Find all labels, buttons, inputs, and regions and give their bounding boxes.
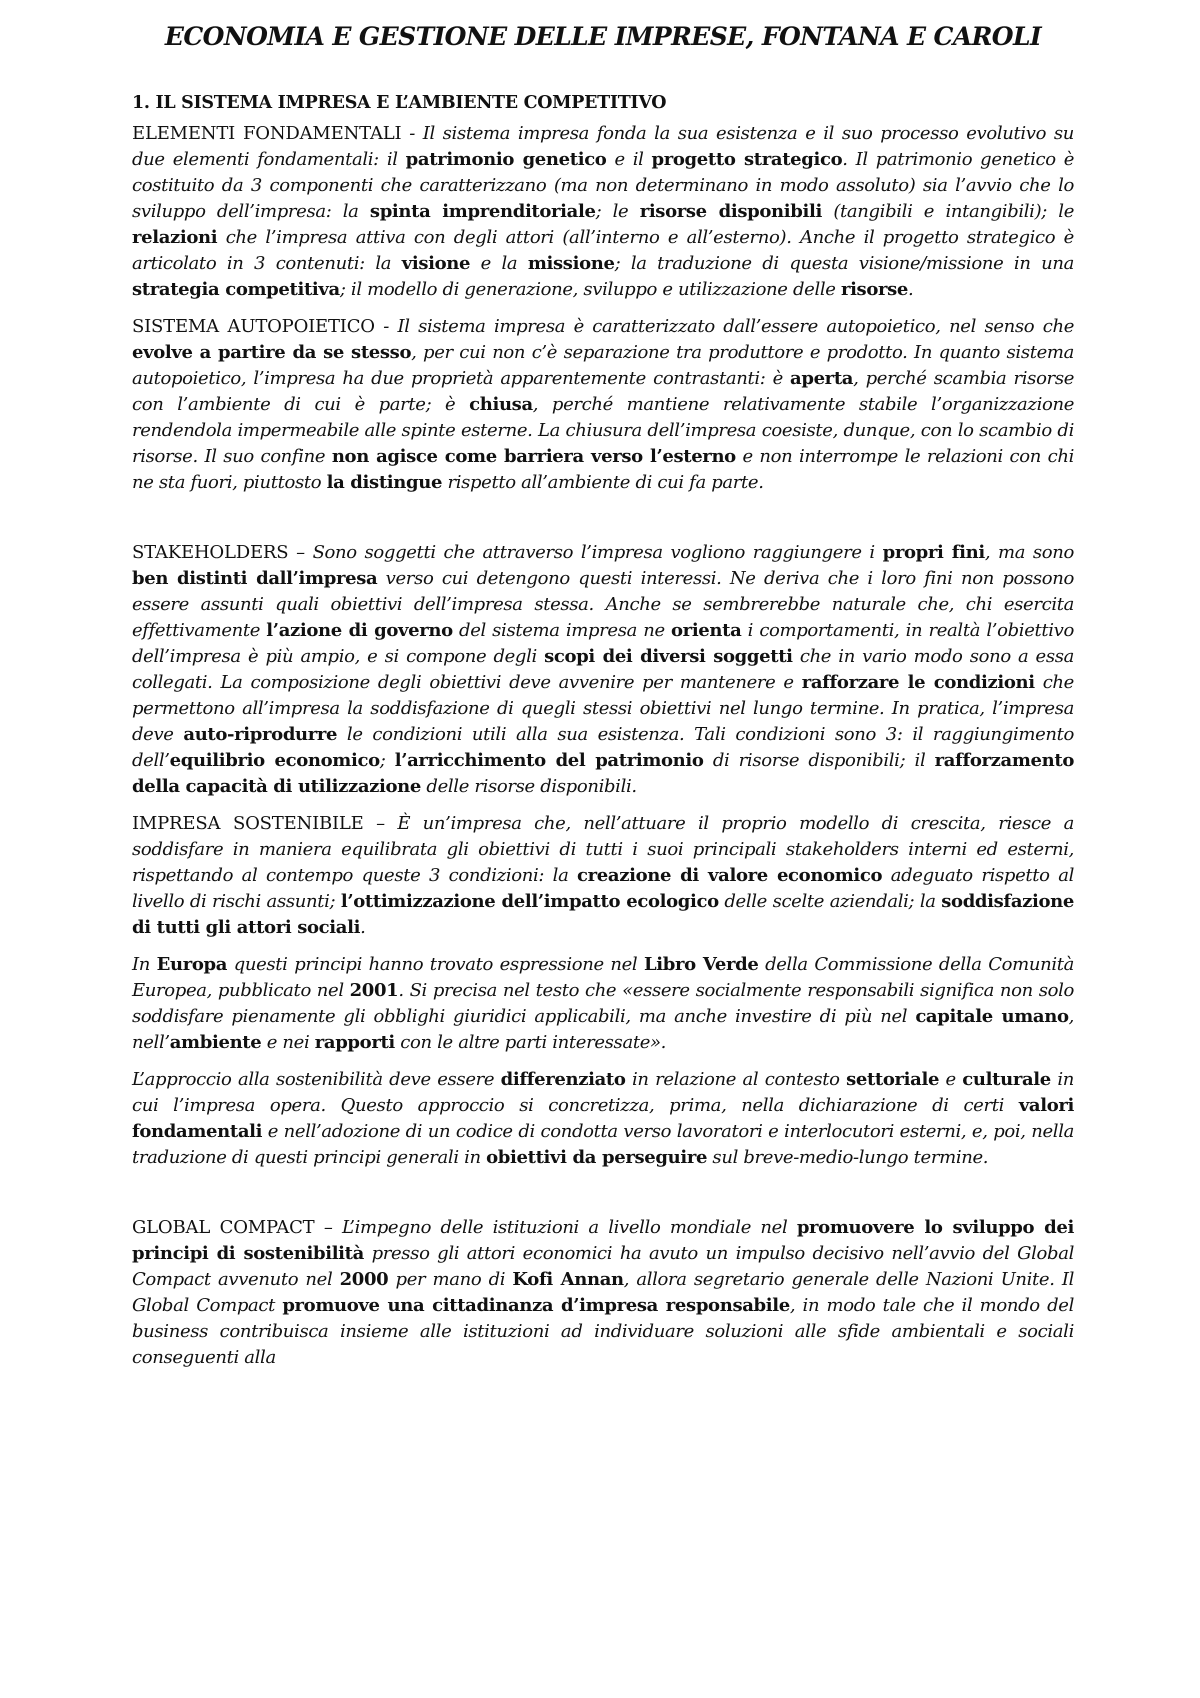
bold-term: rafforzamento della capacità di utilizzazione — [132, 750, 1074, 797]
bold-term: ben distinti dall’impresa — [132, 568, 378, 589]
bold-term: l’ottimizzazione dell’impatto ecologico — [340, 891, 719, 912]
italic-text: L’approccio alla sostenibilità deve essere — [132, 1069, 501, 1090]
paragraph-europa — [132, 952, 1074, 1056]
italic-text: – È un’impresa che, nell’attuare il proprio modello di crescita, riesce a soddisfare in maniera equilibrata gli obiettivi di tutti i suoi principali stakeholders interni ed esterni, rispettando al contempo queste 3 condizioni: la — [132, 813, 1074, 886]
italic-text: ; — [379, 750, 395, 771]
paragraph-label: IMPRESA SOSTENIBILE — [132, 813, 364, 834]
italic-text: delle risorse disponibili. — [421, 776, 637, 797]
italic-text: e la — [470, 253, 528, 274]
italic-text: e nei — [261, 1032, 315, 1053]
italic-text: ; la traduzione di questa visione/missione in una — [614, 253, 1074, 274]
italic-text: - Il sistema impresa fonda la sua esistenza e il suo processo evolutivo su due elementi fondamentali: il — [132, 123, 1074, 170]
section-heading: 1. IL SISTEMA IMPRESA E L’AMBIENTE COMPETITIVO — [132, 93, 667, 113]
italic-text: , ma sono — [984, 542, 1074, 563]
bold-term: promuove una cittadinanza d’impresa responsabile — [282, 1295, 790, 1316]
bold-term: risorse — [840, 279, 909, 300]
italic-text: i comportamenti, in realtà l’obiettivo dell’impresa è più ampio, e si compone degli — [132, 620, 1074, 667]
italic-text: , in modo tale che il mondo del business contribuisca insieme alle istituzioni ad individuare soluzioni alle sfide ambientali e sociali conseguenti alla — [132, 1295, 1074, 1368]
italic-text: sul breve-medio-lungo termine. — [707, 1147, 989, 1168]
bold-term: l’azione di governo — [266, 620, 453, 641]
bold-term: progetto strategico — [651, 149, 843, 170]
bold-term: l’arricchimento del patrimonio — [394, 750, 704, 771]
bold-term: obiettivi da perseguire — [486, 1147, 708, 1168]
bold-term: Kofi Annan — [512, 1269, 624, 1290]
italic-text: (tangibili e intangibili); le — [821, 201, 1075, 222]
italic-text: presso gli attori economici ha avuto un impulso decisivo nell’avvio del Global Compact avvenuto nel — [132, 1243, 1074, 1290]
italic-text: – Sono soggetti che attraverso l’impresa vogliono raggiungere i — [288, 542, 883, 563]
bold-term: risorse disponibili — [639, 201, 822, 222]
paragraph-approccio — [132, 1067, 1074, 1171]
bold-term: strategia competitiva — [132, 279, 340, 300]
italic-text: della Commissione della Comunità Europea, pubblicato nel — [132, 954, 1074, 1001]
paragraph-impresa-sostenibile — [132, 811, 1074, 941]
italic-text: e — [939, 1069, 963, 1090]
bold-term: 2001 — [349, 980, 399, 1001]
italic-text: le condizioni utili alla sua esistenza. Tali condizioni sono 3: il raggiungimento dell’ — [132, 724, 1074, 771]
bold-term: culturale — [962, 1069, 1051, 1090]
paragraph-elementi-fondamentali — [132, 121, 1074, 303]
italic-text: che in vario modo sono a essa collegati. La composizione degli obiettivi deve avvenire per mantenere e — [132, 646, 1075, 693]
bold-term: chiusa — [469, 394, 533, 415]
paragraph-label: STAKEHOLDERS — [132, 542, 289, 563]
bold-term: spinta imprenditoriale — [369, 201, 596, 222]
italic-text: adeguato rispetto al livello di rischi assunti; — [132, 865, 1074, 912]
bold-term: visione — [401, 253, 471, 274]
bold-term: orienta — [671, 620, 742, 641]
bold-term: patrimonio genetico — [405, 149, 607, 170]
italic-text: , per cui non c’è separazione tra produttore e prodotto. In quanto sistema autopoietico, l’impresa ha due proprietà apparentemente contrastanti: è — [132, 342, 1074, 389]
italic-text: , nell’ — [132, 1006, 1074, 1053]
paragraph-label: GLOBAL COMPACT — [132, 1217, 315, 1238]
italic-text: . Si precisa nel testo che «essere socialmente responsabili significa non solo soddisfare pienamente gli obblighi giuridici applicabili, ma anche investire di più nel — [132, 980, 1074, 1027]
paragraph-sistema-autopoietico — [132, 314, 1074, 496]
italic-text: , perché scambia risorse con l’ambiente di cui è parte; è — [132, 368, 1075, 415]
italic-text: , allora segretario generale delle Nazioni Unite. Il Global Compact — [132, 1269, 1074, 1316]
bold-term: promuovere lo sviluppo dei principi di sostenibilità — [132, 1217, 1075, 1264]
bold-term: Europa — [156, 954, 228, 975]
italic-text: del sistema impresa ne — [452, 620, 672, 641]
bold-term: scopi dei diversi soggetti — [544, 646, 793, 667]
italic-text: che permettono all’impresa la soddisfazione di quegli stessi obiettivi nel lungo termine. In pratica, l’impresa deve — [132, 672, 1074, 745]
italic-text: ; le — [595, 201, 640, 222]
bold-term: ambiente — [169, 1032, 262, 1053]
bold-term: aperta — [790, 368, 854, 389]
bold-term: auto-riprodurre — [183, 724, 338, 745]
bold-term: differenziato — [500, 1069, 626, 1090]
bold-term: soddisfazione di tutti gli attori sociali — [132, 891, 1074, 938]
document-body — [132, 121, 1074, 1371]
italic-text: ; il modello di generazione, sviluppo e utilizzazione delle — [339, 279, 841, 300]
bold-term: rapporti — [314, 1032, 395, 1053]
paragraph-label: ELEMENTI FONDAMENTALI — [132, 123, 402, 144]
italic-text: che l’impresa attiva con degli attori (all’interno e all’esterno). Anche il progetto strategico è articolato in 3 contenuti: la — [132, 227, 1074, 274]
document-title: ECONOMIA E GESTIONE DELLE IMPRESE, FONTANA E CAROLI — [164, 22, 1042, 51]
bold-term: rafforzare le condizioni — [801, 672, 1035, 693]
paragraph-label: SISTEMA AUTOPOIETICO — [132, 316, 375, 337]
italic-text: e il — [606, 149, 652, 170]
bold-term: evolve a partire da se stesso — [132, 342, 412, 363]
paragraph-global-compact — [132, 1215, 1074, 1371]
italic-text: , perché mantiene relativamente stabile l’organizzazione rendendola impermeabile alle spinte esterne. La chiusura dell’impresa coesiste, dunque, con lo scambio di risorse. Il suo confine — [132, 394, 1075, 467]
italic-text: e non interrompe le relazioni con chi ne sta fuori, piuttosto — [132, 446, 1074, 493]
paragraph-stakeholders — [132, 540, 1074, 800]
italic-text: - Il sistema impresa è caratterizzato dall’essere autopoietico, nel senso che — [374, 316, 1074, 337]
bold-term: la distingue — [326, 472, 443, 493]
bold-term: settoriale — [846, 1069, 940, 1090]
italic-text: questi principi hanno trovato espressione nel — [227, 954, 644, 975]
italic-text: di risorse disponibili; il — [703, 750, 935, 771]
italic-text: . Il patrimonio genetico è costituito da 3 componenti che caratterizzano (ma non determinano in modo assoluto) sia l’avvio che lo sviluppo dell’impresa: la — [132, 149, 1074, 222]
bold-term: 2000 — [339, 1269, 389, 1290]
bold-italic-term: Libro Verde — [643, 954, 759, 975]
bold-term: relazioni — [132, 227, 218, 248]
italic-text: in relazione al contesto — [625, 1069, 847, 1090]
italic-text: delle scelte aziendali; la — [718, 891, 942, 912]
italic-text: e nell’adozione di un codice di condotta verso lavoratori e interlocutori esterni, e, poi, nella traduzione di questi principi generali in — [132, 1121, 1074, 1168]
italic-text: In — [132, 954, 157, 975]
bold-term: creazione di valore economico — [577, 865, 883, 886]
bold-term: propri fini — [882, 542, 985, 563]
bold-term: equilibrio economico — [169, 750, 380, 771]
italic-text: in cui l’impresa opera. Questo approccio si concretizza, prima, nella dichiarazione di certi — [132, 1069, 1074, 1116]
italic-text: . — [908, 279, 914, 300]
italic-text: verso cui detengono questi interessi. Ne deriva che i loro fini non possono essere assunti quali obiettivi dell’impresa stessa. Anche se sembrerebbe naturale che, chi esercita effettivamente — [132, 568, 1074, 641]
bold-term: valori fondamentali — [132, 1095, 1074, 1142]
italic-text: per mano di — [388, 1269, 513, 1290]
italic-text: rispetto all’ambiente di cui fa parte. — [442, 472, 764, 493]
bold-term: non agisce come barriera verso l’esterno — [331, 446, 736, 467]
italic-text: con le altre parti interessate». — [394, 1032, 667, 1053]
bold-term: missione — [527, 253, 615, 274]
italic-text: . — [360, 917, 366, 938]
italic-text: – L’impegno delle istituzioni a livello mondiale nel — [314, 1217, 797, 1238]
bold-term: capitale umano — [915, 1006, 1069, 1027]
